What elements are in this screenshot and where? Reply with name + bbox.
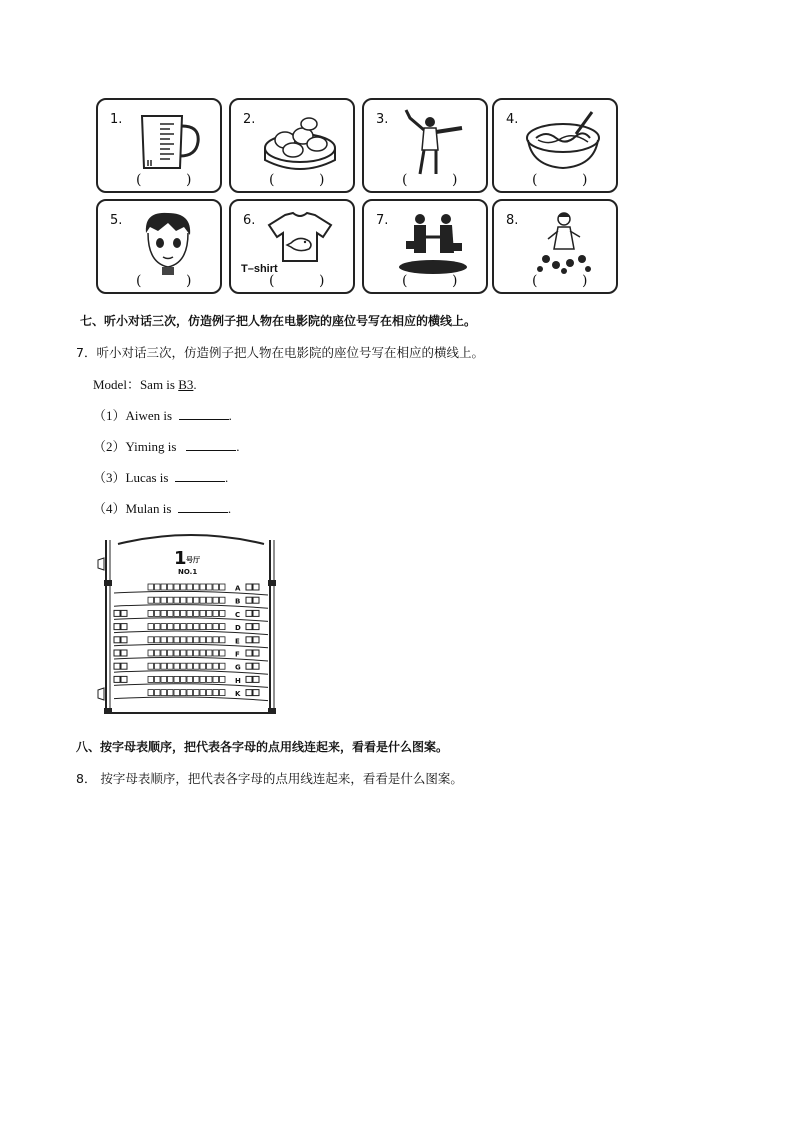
seat [246,690,252,696]
seat [114,610,120,616]
seat [181,676,187,682]
seat [187,690,193,696]
section7-question: 7．听小对话三次，仿造例子把人物在电影院的座位号写在相应的横线上。 [76,345,484,360]
seat [187,624,193,630]
seat [121,650,127,656]
model-prefix: Model：Sam is [93,377,179,392]
seat [253,624,259,630]
model-line [93,374,197,393]
seat [155,624,161,630]
picture-card-3 [362,98,488,193]
handshake-people-icon [396,209,470,277]
seat [213,637,219,643]
seat [207,597,213,603]
seat [200,650,206,656]
seat [213,663,219,669]
seat [148,663,154,669]
seat [161,584,167,590]
seat [114,663,120,669]
seat [161,597,167,603]
seat [168,690,174,696]
seat [207,676,213,682]
item-index: （1） [93,408,126,423]
seat [114,650,120,656]
item-index: （4） [93,501,126,516]
seat [168,676,174,682]
seat [168,584,174,590]
seat [181,650,187,656]
seat [161,624,167,630]
seat [213,584,219,590]
seat [155,663,161,669]
picture-card-5 [96,199,222,294]
seat [187,663,193,669]
seat [200,676,206,682]
seat [187,650,193,656]
noodle-bowl-icon [526,108,600,176]
seat [187,597,193,603]
cinema-seating-plan [96,530,281,720]
row-label: E [235,637,240,646]
picture-card-6 [229,199,355,294]
seat [194,690,200,696]
hall-suffix: 号厅 [186,556,200,564]
seat [148,690,154,696]
seat [174,690,180,696]
answer-parentheses: ( ) [269,273,325,289]
seat [161,663,167,669]
answer-blank[interactable] [175,470,225,482]
item-index: （2） [93,439,126,454]
seat [194,624,200,630]
seat [213,597,219,603]
seat [220,597,226,603]
seat [168,610,174,616]
seat [155,597,161,603]
seat [155,584,161,590]
picture-number: 7. [376,213,389,228]
seat [161,690,167,696]
row-label: K [235,690,241,699]
boy-face-icon [130,209,204,277]
seat [220,624,226,630]
seat [155,650,161,656]
seat [253,650,259,656]
answer-parentheses: ( ) [136,273,192,289]
seat-row-D [114,624,268,635]
seat [246,663,252,669]
seat-row-H [114,676,268,687]
answer-parentheses: ( ) [402,172,458,188]
seat [246,676,252,682]
seat [161,610,167,616]
seat [246,597,252,603]
model-answer: B3 [178,377,194,392]
seat [181,610,187,616]
tshirt-label: T–shirt [241,263,278,275]
seat [161,650,167,656]
seat [161,637,167,643]
seat [220,610,226,616]
seat [174,624,180,630]
row-label: A [235,584,241,593]
picture-number: 8. [506,213,519,228]
seat [114,637,120,643]
seat-row-B [114,597,268,608]
seat [121,637,127,643]
seat [187,676,193,682]
seat [200,663,206,669]
seat [213,676,219,682]
picture-grid [96,98,622,298]
seat-row-G [114,663,268,674]
seat [200,610,206,616]
seat [200,584,206,590]
seat [187,637,193,643]
picture-card-4 [492,98,618,193]
picture-number: 2. [243,112,256,127]
picture-card-7 [362,199,488,294]
row-label: C [235,610,241,619]
row-label: F [235,650,240,659]
seat [220,584,226,590]
seat [168,624,174,630]
seat [181,624,187,630]
row-label: G [235,663,241,672]
seat [174,597,180,603]
seat [194,610,200,616]
seat [253,584,259,590]
seat [213,624,219,630]
seat [194,663,200,669]
seat [220,676,226,682]
seat [207,650,213,656]
seat [253,610,259,616]
item-text: Mulan is [125,501,172,516]
row-label: B [235,597,241,606]
answer-item-3: （3）Lucas is . [93,470,229,485]
seat [220,690,226,696]
seat [253,676,259,682]
seat [168,650,174,656]
seat [174,610,180,616]
seat [121,663,127,669]
kungfu-man-icon [396,108,470,176]
section8-question: 8． 按字母表顺序，把代表各字母的点用线连起来，看看是什么图案。 [76,771,463,786]
answer-parentheses: ( ) [532,273,588,289]
seat [246,637,252,643]
seat [246,610,252,616]
seat [220,663,226,669]
seat-row-A [114,584,268,595]
seat-row-F [114,650,268,661]
seat [148,624,154,630]
answer-blank[interactable] [178,501,228,513]
seat [174,676,180,682]
seat [213,650,219,656]
seat [220,650,226,656]
measuring-cup-icon [130,108,204,176]
seat [207,663,213,669]
seat [213,690,219,696]
row-label: D [235,624,241,633]
row-label: H [235,676,241,685]
seat-row-E [114,637,268,648]
girl-flowers-icon [526,209,600,277]
seat [155,690,161,696]
answer-parentheses: ( ) [402,273,458,289]
seat [194,676,200,682]
seat [253,663,259,669]
answer-item-4: （4）Mulan is . [93,501,232,516]
seat [200,690,206,696]
seat [207,637,213,643]
seat [187,610,193,616]
picture-number: 4. [506,112,519,127]
seat [148,597,154,603]
seat [168,637,174,643]
seat [148,650,154,656]
dumplings-steamer-icon [263,108,337,176]
seat [174,650,180,656]
seat [155,610,161,616]
picture-number: 3. [376,112,389,127]
seat [121,624,127,630]
answer-parentheses: ( ) [136,172,192,188]
seat [200,597,206,603]
seat [194,650,200,656]
picture-number: 1. [110,112,123,127]
seat [220,637,226,643]
seat [253,637,259,643]
section7-heading: 七、听小对话三次，仿造例子把人物在电影院的座位号写在相应的横线上。 [80,314,477,328]
seat-rows [114,584,268,701]
seat [114,676,120,682]
seat [181,584,187,590]
seat [253,597,259,603]
answer-parentheses: ( ) [532,172,588,188]
seat [181,690,187,696]
item-text: Lucas is [125,470,169,485]
hall-number: 1 [174,548,187,569]
seat [181,663,187,669]
seat [207,610,213,616]
seat [194,597,200,603]
answer-parentheses: ( ) [269,172,325,188]
seat [207,584,213,590]
answer-blank[interactable] [179,408,229,420]
seat [174,663,180,669]
picture-card-2 [229,98,355,193]
model-suffix: . [193,377,197,392]
seat [168,597,174,603]
seat-row-C [114,610,268,621]
seat [148,610,154,616]
item-text: Aiwen is [125,408,173,423]
seat [148,584,154,590]
seat [148,637,154,643]
seat [246,650,252,656]
seat [168,663,174,669]
seat [114,624,120,630]
seat [121,610,127,616]
answer-item-2: （2）Yiming is . [93,439,240,454]
seat [155,676,161,682]
seat [207,690,213,696]
picture-number: 5. [110,213,123,228]
seat [194,637,200,643]
seat [194,584,200,590]
seat [181,597,187,603]
picture-number: 6. [243,213,256,228]
seat [200,624,206,630]
seat [174,584,180,590]
seat [253,690,259,696]
seat [207,624,213,630]
item-text: Yiming is [125,439,177,454]
hall-code: NO.1 [178,568,198,576]
seat [246,584,252,590]
seat [187,584,193,590]
seat [200,637,206,643]
seat [181,637,187,643]
item-index: （3） [93,470,126,485]
seat [155,637,161,643]
picture-card-1 [96,98,222,193]
seat [246,624,252,630]
seat [213,610,219,616]
seat [148,676,154,682]
answer-item-1: （1）Aiwen is . [93,408,232,423]
section8-heading: 八、按字母表顺序，把代表各字母的点用线连起来，看看是什么图案。 [76,740,449,754]
picture-card-8 [492,199,618,294]
seat [161,676,167,682]
seat-row-K [114,690,268,701]
seat [121,676,127,682]
answer-blank[interactable] [186,439,236,451]
seat [174,637,180,643]
